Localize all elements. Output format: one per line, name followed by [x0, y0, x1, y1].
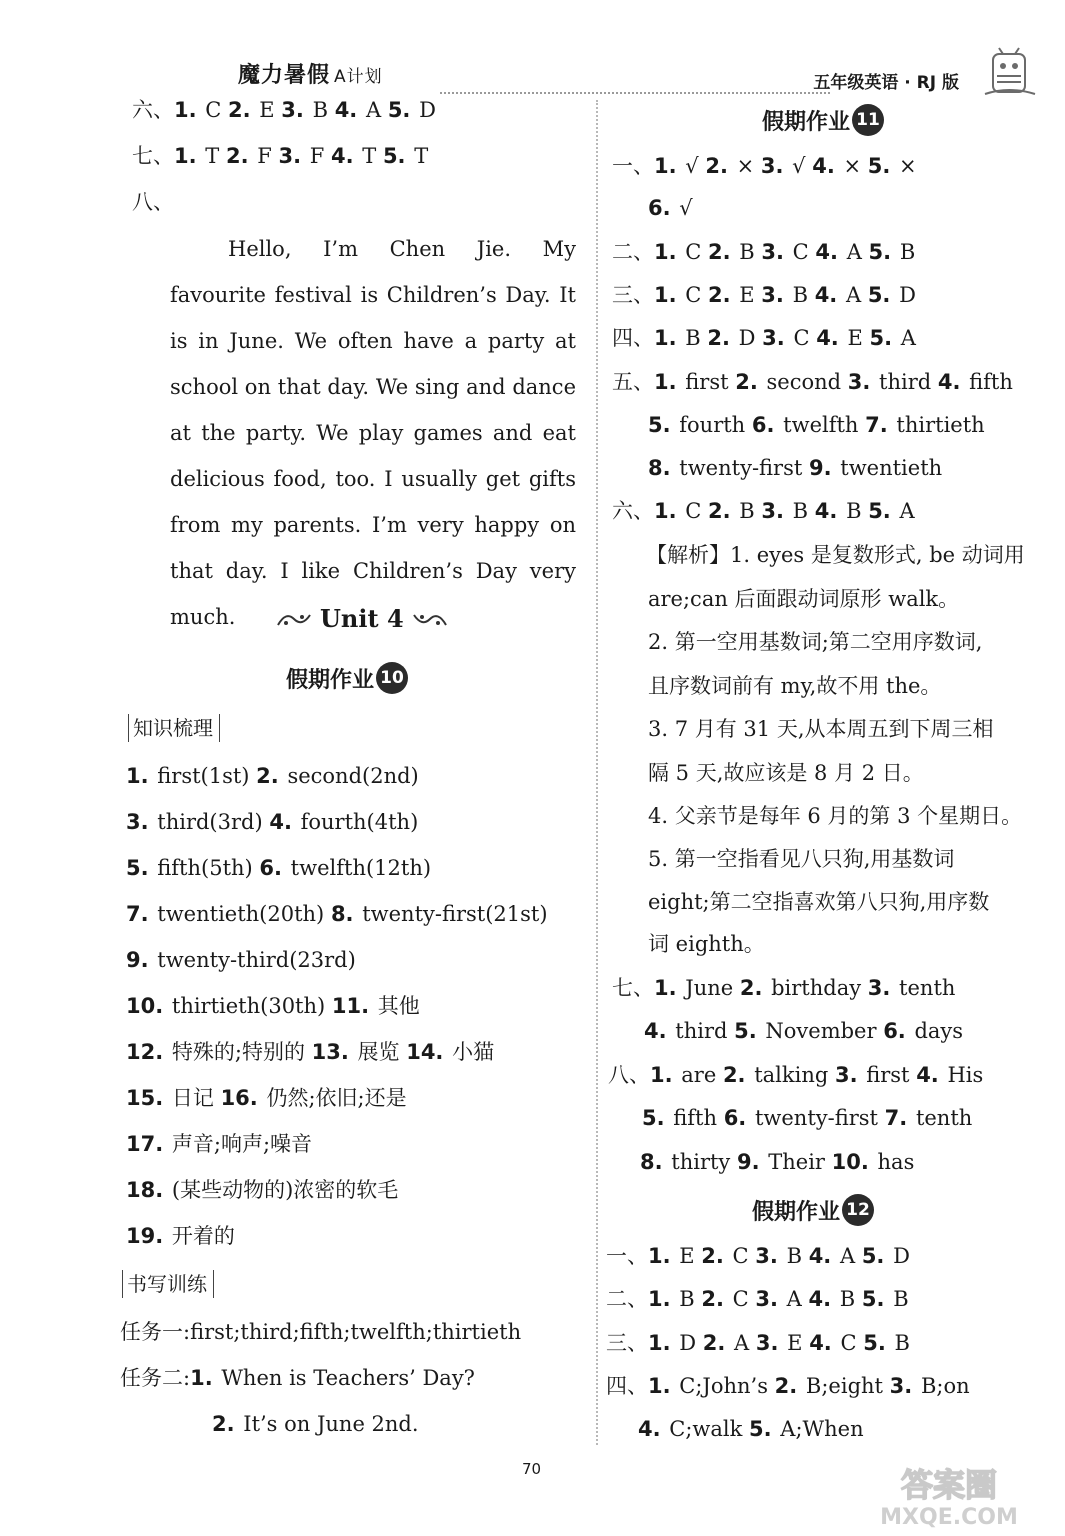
- task-two-answer: 2. It’s on June 2nd.: [212, 1412, 419, 1436]
- answer-row: 5. fifth 6. twenty-first 7. tenth: [642, 1106, 973, 1130]
- analysis-line: 隔 5 天,故应该是 8 月 2 日。: [648, 761, 924, 785]
- knowledge-row: 10. thirtieth(30th) 11. 其他: [126, 994, 420, 1018]
- knowledge-row: 17. 声音;响声;噪音: [126, 1132, 313, 1156]
- unit-title: Unit 4: [276, 604, 448, 633]
- homework-number-badge: 11: [852, 104, 884, 136]
- watermark-logo: [859, 1462, 1039, 1530]
- answer-row: 4. C;walk 5. A;When: [638, 1417, 864, 1441]
- answer-row: 三、1. D 2. A 3. E 4. C 5. B: [606, 1331, 910, 1355]
- knowledge-row: 9. twenty-third(23rd): [126, 948, 356, 972]
- analysis-line: 5. 第一空指看见八只狗,用基数词: [648, 847, 955, 871]
- page-number: 70: [522, 1460, 542, 1478]
- answer-row: 八、1. are 2. talking 3. first 4. His: [608, 1063, 984, 1087]
- knowledge-row: 5. fifth(5th) 6. twelfth(12th): [126, 856, 432, 880]
- answer-row: 五、1. first 2. second 3. third 4. fifth: [612, 370, 1013, 394]
- book-edition: 五年级英语 · RJ 版: [813, 73, 959, 93]
- essay-paragraph: Hello, I’m Chen Jie. My favourite festival is Children’s Day. It is in June. We often have a party at school on that day. We sing and dance at the party. We play games and eat delicious food, too. I usually get gifts from my parents. I’m very happy on that day. I like Children’s Day very much.: [170, 237, 576, 629]
- homework-11-title: 假期作业 11: [762, 104, 884, 136]
- answer-row: 一、1. E 2. C 3. B 4. A 5. D: [606, 1244, 910, 1268]
- answer-row: 七、1. T 2. F 3. F 4. T 5. T: [132, 144, 429, 168]
- answer-row: 5. fourth 6. twelfth 7. thirtieth: [648, 413, 985, 437]
- knowledge-row: 1. first(1st) 2. second(2nd): [126, 764, 419, 788]
- analysis-line: 【解析】1. eyes 是复数形式, be 动词用: [646, 543, 1025, 567]
- answer-row: 二、1. B 2. C 3. A 4. B 5. B: [606, 1287, 909, 1311]
- watermark-domain: MXQE.COM: [880, 1505, 1018, 1530]
- homework-12-title: 假期作业 12: [752, 1194, 874, 1226]
- answer-row: 六、1. C 2. B 3. B 4. B 5. A: [612, 499, 915, 523]
- answer-row: 四、1. C;John’s 2. B;eight 3. B;on: [606, 1374, 970, 1398]
- analysis-line: 且序数词前有 my,故不用 the。: [648, 674, 942, 698]
- analysis-line: eight;第二空指喜欢第八只狗,用序数: [648, 890, 990, 914]
- brand-title: 魔力暑假 A计划: [238, 63, 383, 88]
- wave-ornament-icon: [276, 609, 312, 629]
- homework-number-badge: 12: [842, 1194, 874, 1226]
- answer-row: 四、1. B 2. D 3. C 4. E 5. A: [612, 326, 916, 350]
- answer-row: 一、1. √ 2. × 3. √ 4. × 5. ×: [612, 154, 917, 178]
- brand-plan: A计划: [334, 67, 383, 87]
- writing-label: 书写训练: [122, 1270, 214, 1298]
- knowledge-row: 7. twentieth(20th) 8. twenty-first(21st): [126, 902, 548, 926]
- knowledge-label: 知识梳理: [128, 714, 220, 742]
- answer-row: 三、1. C 2. E 3. B 4. A 5. D: [612, 283, 916, 307]
- mascot-icon: [975, 44, 1045, 100]
- analysis-line: 3. 7 月有 31 天,从本周五到下周三相: [648, 717, 994, 741]
- answer-row: 8. twenty-first 9. twentieth: [648, 456, 943, 480]
- knowledge-row: 19. 开着的: [126, 1224, 235, 1248]
- homework-number-badge: 10: [376, 662, 408, 694]
- answer-row: 二、1. C 2. B 3. C 4. A 5. B: [612, 240, 916, 264]
- wave-ornament-icon: [412, 609, 448, 629]
- knowledge-row: 3. third(3rd) 4. fourth(4th): [126, 810, 419, 834]
- knowledge-row: 18. (某些动物的)浓密的软毛: [126, 1178, 399, 1202]
- answer-row: 8. thirty 9. Their 10. has: [640, 1150, 915, 1174]
- section-number: 八、: [132, 190, 174, 214]
- analysis-line: 4. 父亲节是每年 6 月的第 3 个星期日。: [648, 804, 1023, 828]
- answer-row: 六、1. C 2. E 3. B 4. A 5. D: [132, 98, 436, 122]
- analysis-line: are;can 后面跟动词原形 walk。: [648, 587, 960, 611]
- task-two: 任务二:1. When is Teachers’ Day?: [120, 1366, 475, 1390]
- answer-row: 七、1. June 2. birthday 3. tenth: [612, 976, 956, 1000]
- analysis-line: 2. 第一空用基数词;第二空用序数词,: [648, 630, 983, 654]
- knowledge-row: 15. 日记 16. 仍然;依旧;还是: [126, 1086, 407, 1110]
- answer-row: 4. third 5. November 6. days: [644, 1019, 964, 1043]
- task-one: 任务一:first;third;fifth;twelfth;thirtieth: [120, 1320, 522, 1344]
- header-divider: [440, 92, 830, 94]
- answer-row: 6. √: [648, 196, 693, 220]
- column-divider: [596, 100, 598, 1445]
- analysis-line: 词 eighth。: [648, 932, 765, 956]
- watermark-text: 答案圈: [900, 1466, 998, 1504]
- knowledge-row: 12. 特殊的;特别的 13. 展览 14. 小猫: [126, 1040, 495, 1064]
- homework-10-title: 假期作业 10: [286, 662, 408, 694]
